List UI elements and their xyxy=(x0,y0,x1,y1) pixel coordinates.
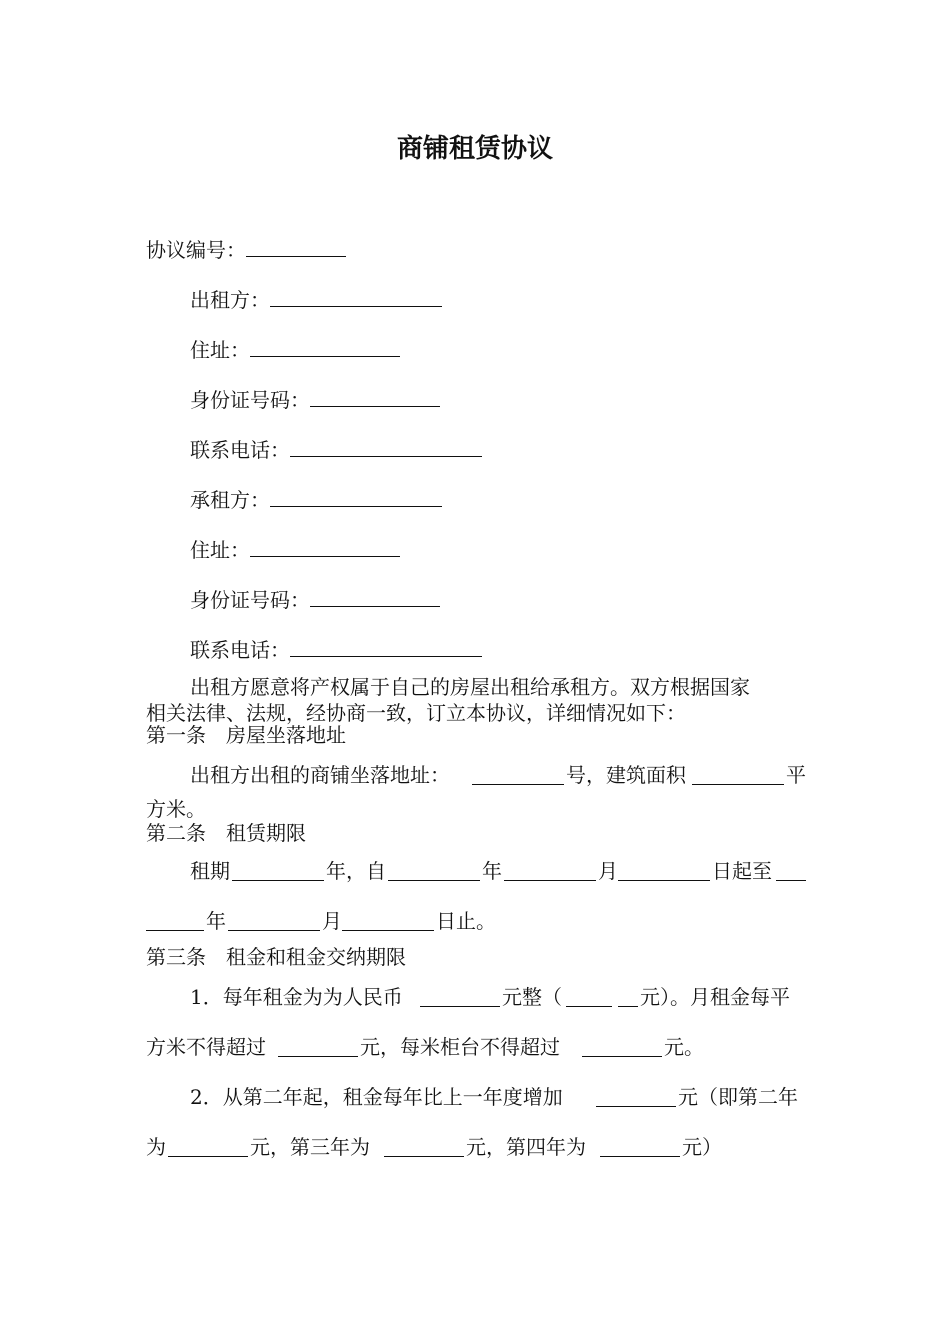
lessor-address-field xyxy=(190,336,400,363)
article-3-annual-rent-blank[interactable] xyxy=(420,986,500,1007)
article-2-start-year-blank[interactable] xyxy=(388,860,480,881)
article-2-until-label: 日起至 xyxy=(712,859,772,883)
article-3-per-sqm-blank[interactable] xyxy=(278,1036,358,1057)
lessee-blank[interactable] xyxy=(270,486,442,507)
lessor-id-label: 身份证号码： xyxy=(190,388,310,412)
article-3-p1-line-1 xyxy=(146,984,806,1012)
agreement-number-blank[interactable] xyxy=(246,236,346,257)
article-3-p1-line-2 xyxy=(146,1034,806,1062)
article-2-term-blank[interactable] xyxy=(232,860,324,881)
lessor-id-field xyxy=(190,386,440,413)
lessor-field xyxy=(190,286,442,313)
lessor-blank[interactable] xyxy=(270,286,442,307)
lessor-phone-blank[interactable] xyxy=(290,436,482,457)
lessee-address-field xyxy=(190,536,400,563)
article-2-year-label: 年 xyxy=(482,859,502,883)
article-1-address-label: 出租方出租的商铺坐落地址： xyxy=(190,763,450,787)
article-3-increase-label: 2．从第二年起，租金每年比上一年度增加 xyxy=(190,1085,563,1109)
article-2-line-1 xyxy=(146,858,806,886)
intro-line-2: 相关法律、法规，经协商一致，订立本协议，详细情况如下： xyxy=(146,701,686,725)
article-1-area-blank[interactable] xyxy=(692,764,784,785)
lessee-phone-label: 联系电话： xyxy=(190,638,290,662)
agreement-number-field xyxy=(146,236,346,263)
article-3-fourth-year-label: 元，第四年为 xyxy=(466,1135,586,1159)
lessee-label: 承租方： xyxy=(190,488,270,512)
article-3-yuan-label: 元。 xyxy=(664,1035,704,1059)
lessee-id-field xyxy=(190,586,440,613)
article-1-heading: 第一条 房屋坐落地址 xyxy=(146,723,346,747)
article-2-from-label: 年，自 xyxy=(326,859,386,883)
article-3-as-label: 为 xyxy=(146,1135,166,1159)
lessee-phone-field xyxy=(190,636,482,663)
document-title: 商铺租赁协议 xyxy=(396,134,553,164)
article-3-amount-blank-a[interactable] xyxy=(566,986,612,1007)
article-3-second-year-label: 元（即第二年 xyxy=(678,1085,798,1109)
article-2-end-year-label: 年 xyxy=(206,909,226,933)
lessee-id-blank[interactable] xyxy=(310,586,440,607)
article-2-start-day-blank[interactable] xyxy=(618,860,710,881)
article-3-counter-blank[interactable] xyxy=(582,1036,662,1057)
article-1-area-label: 号，建筑面积 xyxy=(566,763,686,787)
lessor-label: 出租方： xyxy=(190,288,270,312)
article-2-end-day-blank[interactable] xyxy=(342,910,434,931)
article-3-fourth-year-blank[interactable] xyxy=(600,1136,680,1157)
article-2-end-year-blank-a[interactable] xyxy=(776,860,806,881)
article-3-per-sqm-label: 方米不得超过 xyxy=(146,1035,266,1059)
lessor-phone-field xyxy=(190,436,482,463)
article-1-line-1 xyxy=(146,762,806,790)
article-2-end-month-label: 月 xyxy=(322,909,342,933)
lessee-phone-blank[interactable] xyxy=(290,636,482,657)
article-3-heading: 第三条 租金和租金交纳期限 xyxy=(146,945,406,969)
agreement-number-label: 协议编号： xyxy=(146,238,246,262)
article-3-whole-yuan-label: 元整（ xyxy=(502,985,562,1009)
article-2-end-month-blank[interactable] xyxy=(228,910,320,931)
article-2-line-2 xyxy=(146,908,806,936)
lessor-id-blank[interactable] xyxy=(310,386,440,407)
article-2-start-month-blank[interactable] xyxy=(504,860,596,881)
article-3-amount-blank-b[interactable] xyxy=(618,986,638,1007)
article-2-end-label: 日止。 xyxy=(436,909,496,933)
article-3-p2-line-2 xyxy=(146,1134,806,1162)
article-3-annual-rent-label: 1．每年租金为为人民币 xyxy=(190,985,403,1009)
lessor-phone-label: 联系电话： xyxy=(190,438,290,462)
article-3-p2-line-1 xyxy=(146,1084,806,1112)
article-2-month-label: 月 xyxy=(598,859,618,883)
lessee-address-label: 住址： xyxy=(190,538,250,562)
article-3-monthly-label: 元）。月租金每平 xyxy=(640,985,790,1009)
lessee-id-label: 身份证号码： xyxy=(190,588,310,612)
article-2-end-year-blank-b[interactable] xyxy=(146,910,204,931)
article-3-second-year-blank[interactable] xyxy=(168,1136,248,1157)
article-3-third-year-blank[interactable] xyxy=(384,1136,464,1157)
article-1-unit-a: 平 xyxy=(786,763,806,787)
article-2-term-label: 租期 xyxy=(190,859,230,883)
article-1-address-blank[interactable] xyxy=(472,764,564,785)
lessee-address-blank[interactable] xyxy=(250,536,400,557)
article-1-unit-b: 方米。 xyxy=(146,797,206,821)
article-3-increase-blank[interactable] xyxy=(596,1086,676,1107)
intro-line-1: 出租方愿意将产权属于自己的房屋出租给承租方。双方根据国家 xyxy=(190,675,750,699)
lessee-field xyxy=(190,486,442,513)
article-3-counter-label: 元，每米柜台不得超过 xyxy=(360,1035,560,1059)
lessor-address-label: 住址： xyxy=(190,338,250,362)
article-3-third-year-label: 元，第三年为 xyxy=(250,1135,370,1159)
article-2-heading: 第二条 租赁期限 xyxy=(146,821,306,845)
lessor-address-blank[interactable] xyxy=(250,336,400,357)
article-3-end-paren-label: 元） xyxy=(682,1135,722,1159)
